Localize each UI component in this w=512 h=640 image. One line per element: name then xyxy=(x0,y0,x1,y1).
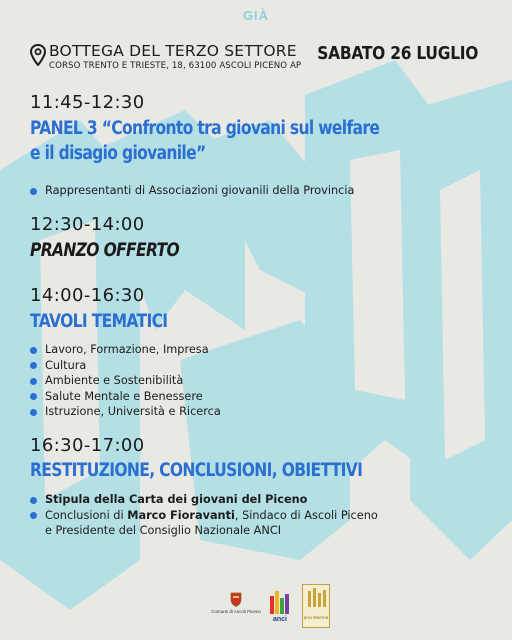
anci-marche-label: anci Marche xyxy=(303,615,329,620)
crest-icon xyxy=(230,592,242,607)
venue-name: BOTTEGA DEL TERZO SETTORE xyxy=(49,42,297,60)
list-item-text: Salute Mentale e Benessere xyxy=(45,389,203,403)
session-heading-line: e il disagio giovanile” xyxy=(30,143,206,164)
event-date: SABATO 26 LUGLIO xyxy=(317,43,478,64)
list-item xyxy=(30,508,378,539)
bullet-dot-icon xyxy=(30,188,37,195)
list-item xyxy=(30,492,378,508)
anci-marche-logo-icon xyxy=(303,585,329,613)
list-item xyxy=(30,358,221,374)
list-item-text: Cultura xyxy=(45,358,87,372)
session-bullet-list xyxy=(30,183,354,199)
session-time: 14:00-16:30 xyxy=(30,285,145,306)
bullet-dot-icon xyxy=(30,378,37,385)
anci-logo-icon xyxy=(268,588,292,616)
venue-address: CORSO TRENTO E TRIESTE, 18, 63100 ASCOLI PICENO AP xyxy=(49,61,302,71)
bullet-dot-icon xyxy=(30,512,37,519)
session-time: 11:45-12:30 xyxy=(30,92,145,113)
list-item xyxy=(30,404,221,420)
bullet-dot-icon xyxy=(30,409,37,416)
anci-logo xyxy=(268,588,292,626)
session-time: 12:30-14:00 xyxy=(30,214,145,235)
list-item-text: , Sindaco di Ascoli Piceno xyxy=(234,508,378,522)
session-time: 16:30-17:00 xyxy=(30,435,145,456)
session-heading: PRANZO OFFERTO xyxy=(30,240,180,261)
list-item-text: Istruzione, Università e Ricerca xyxy=(45,405,221,418)
session-heading: RESTITUZIONE, CONCLUSIONI, OBIETTIVI xyxy=(30,460,363,481)
bullet-dot-icon xyxy=(30,362,37,369)
bullet-dot-icon xyxy=(30,393,37,400)
comune-label: Comune di Ascoli Piceno xyxy=(211,609,261,614)
anci-label: anci xyxy=(272,616,287,623)
bullet-dot-icon xyxy=(30,347,37,354)
list-item xyxy=(30,373,221,389)
bullet-dot-icon xyxy=(30,497,37,504)
list-item-text: Stipula della Carta dei giovani del Piceno xyxy=(45,493,308,506)
session-heading: TAVOLI TEMATICI xyxy=(30,311,168,332)
list-item-text: Ambiente e Sostenibilità xyxy=(45,374,184,387)
session-bullet-list xyxy=(30,492,378,539)
speaker-name: Marco Fioravanti xyxy=(127,508,235,522)
list-item xyxy=(30,183,354,199)
list-item-text: Lavoro, Formazione, Impresa xyxy=(45,343,209,356)
header-tag: GIÀ xyxy=(242,8,270,23)
list-item-text: Conclusioni di xyxy=(45,508,128,522)
list-item-text: Rappresentanti di Associazioni giovanili della Provincia xyxy=(45,184,355,197)
map-pin-icon xyxy=(30,44,46,66)
list-item xyxy=(30,389,221,405)
list-item-text: e Presidente del Consiglio Nazionale ANCI xyxy=(45,524,282,537)
list-item xyxy=(30,342,221,358)
sponsor-logos xyxy=(210,584,340,630)
anci-marche-logo xyxy=(302,584,330,628)
session-heading xyxy=(30,116,379,166)
session-heading-line: PANEL 3 “Confronto tra giovani sul welfare xyxy=(30,118,380,139)
session-bullet-list xyxy=(30,342,221,420)
comune-logo xyxy=(210,584,262,614)
